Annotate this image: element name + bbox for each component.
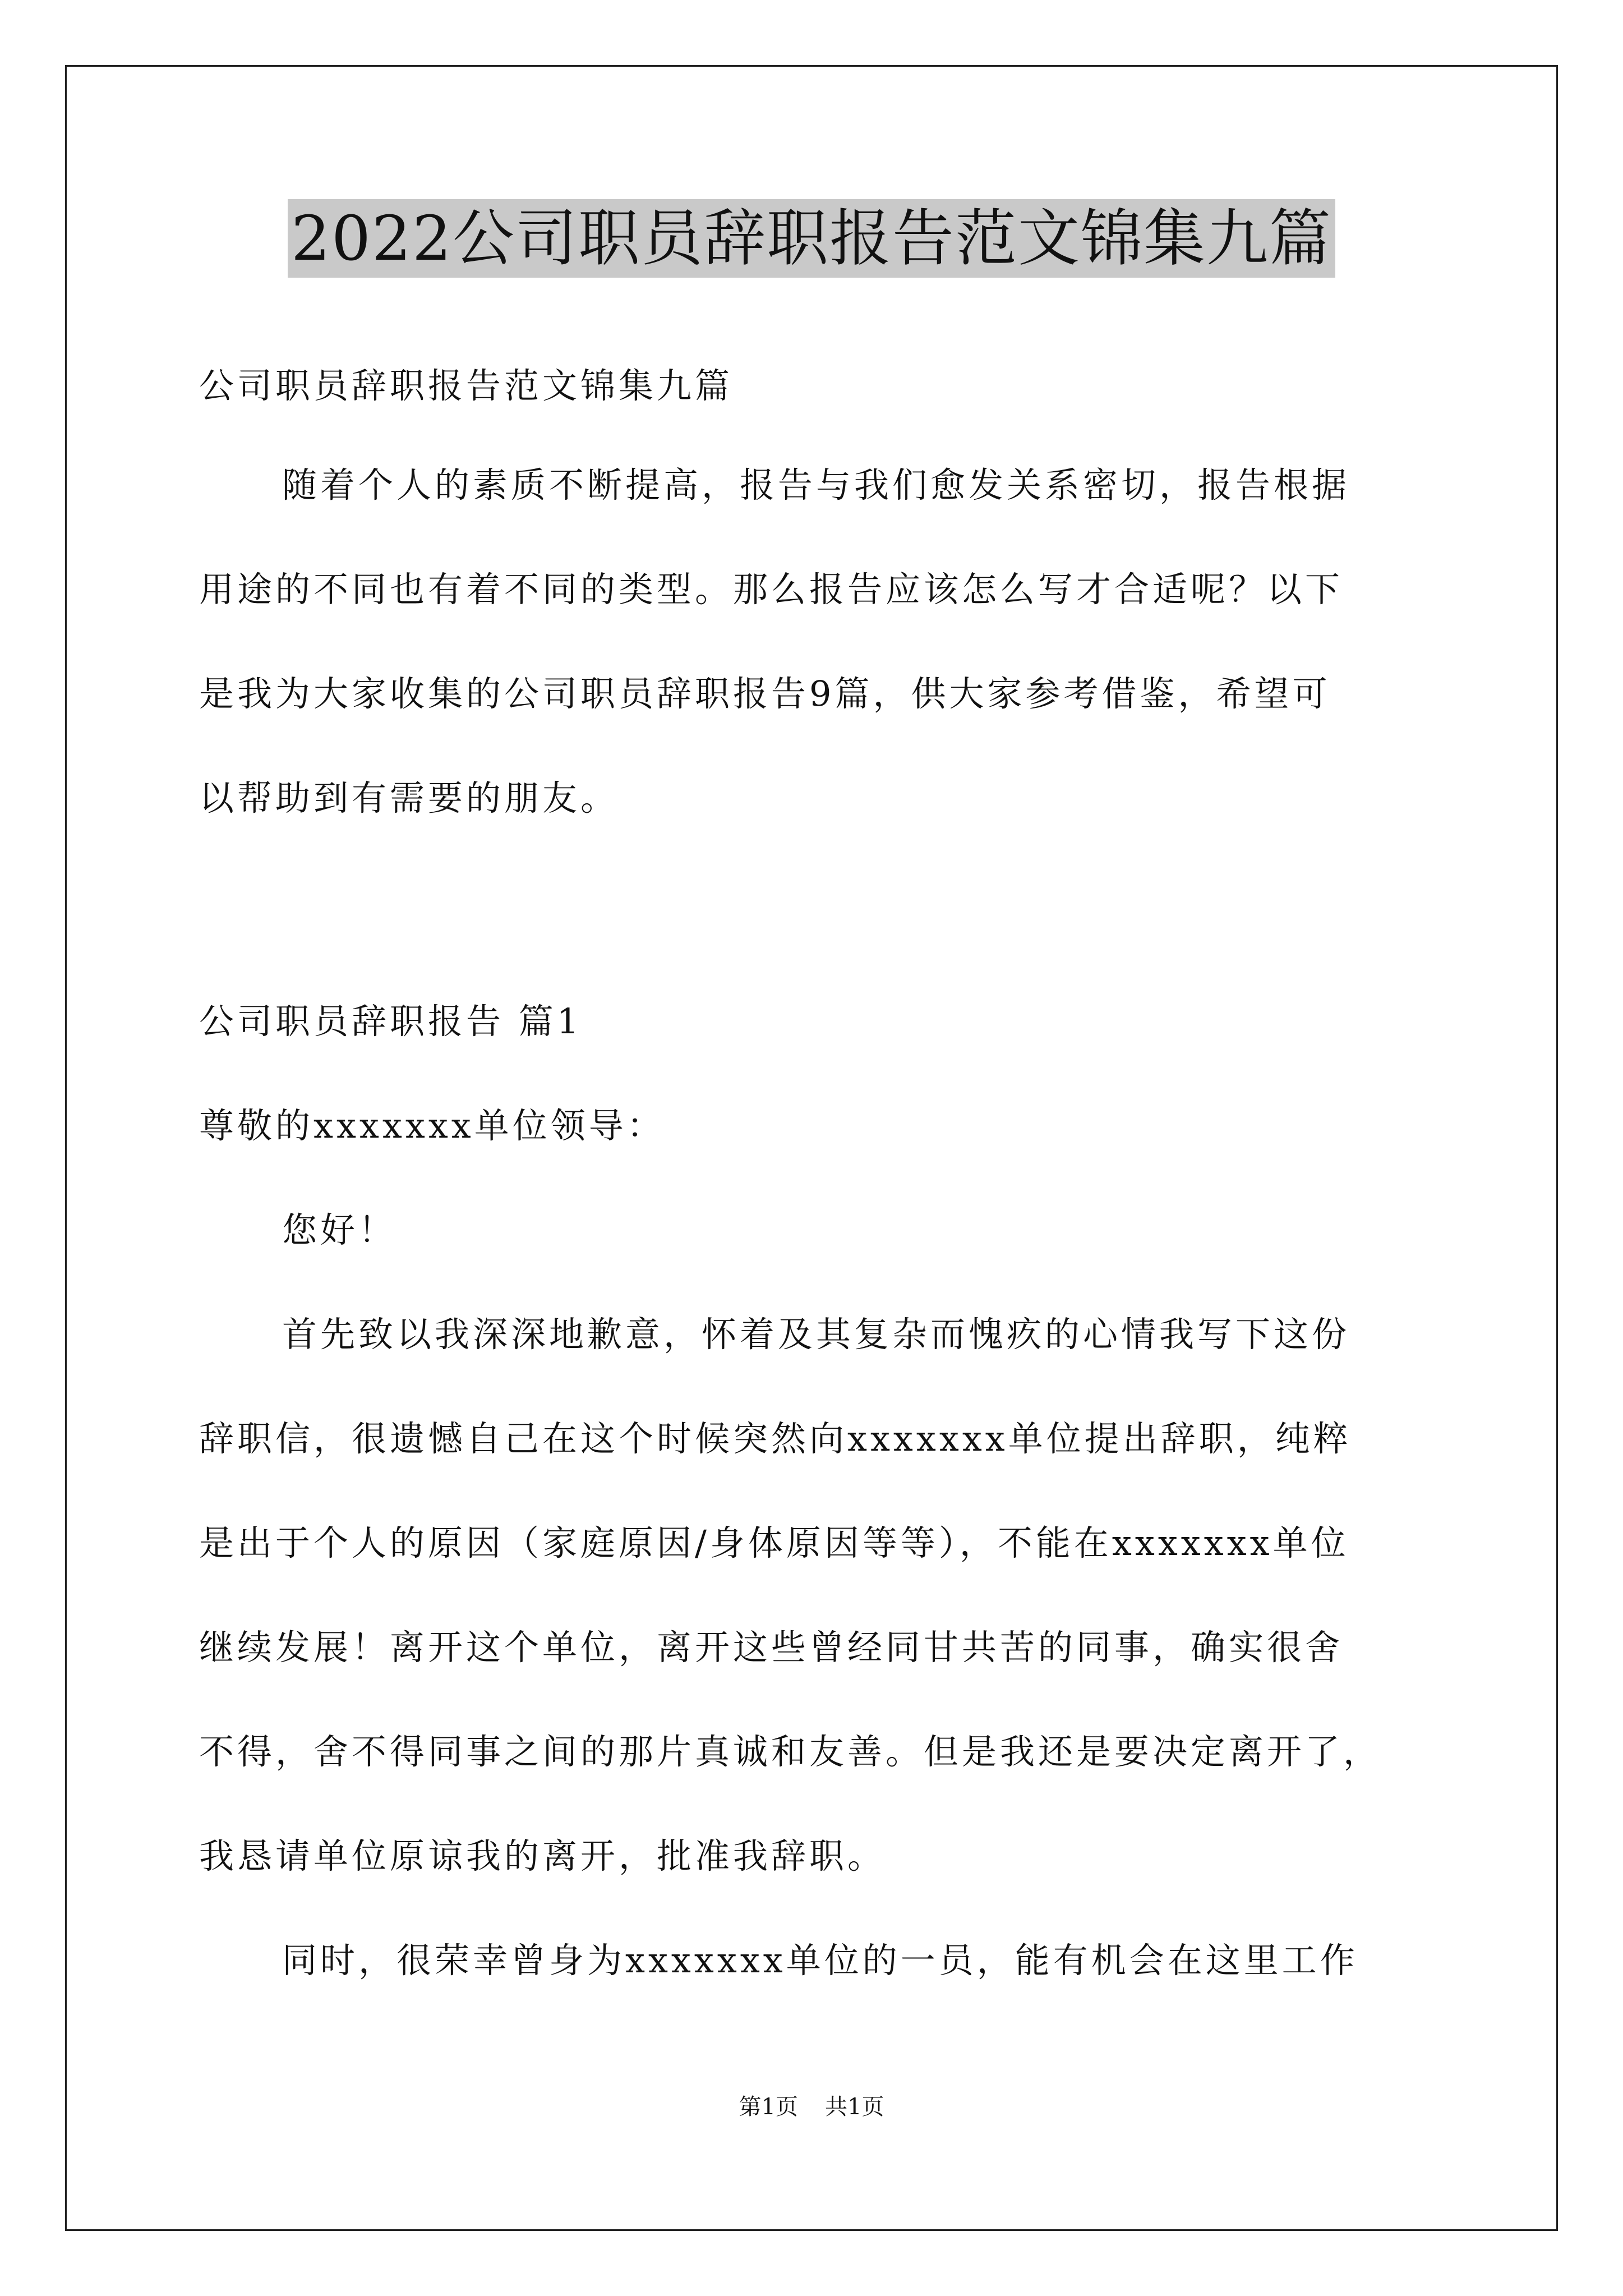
page-number: 第1页 (739, 2094, 798, 2120)
body-line-5: 不得，舍不得同事之间的那片真诚和友善。但是我还是要决定离开了， (199, 1731, 1382, 1772)
body-line-6: 我恳请单位原谅我的离开，批准我辞职。 (199, 1835, 886, 1876)
body-line-1: 首先致以我深深地歉意，怀着及其复杂而愧疚的心情我写下这份 (282, 1314, 1350, 1355)
salutation: 尊敬的xxxxxxx单位领导： (199, 1105, 665, 1146)
intro-line-4: 以帮助到有需要的朋友。 (199, 777, 619, 818)
intro-line-3: 是我为大家收集的公司职员辞职报告9篇，供大家参考借鉴，希望可 (199, 673, 1331, 714)
greeting: 您好！ (282, 1209, 397, 1250)
document-title: 2022公司职员辞职报告范文锦集九篇 (288, 199, 1335, 278)
title-container (0, 199, 1623, 278)
body-line-2: 辞职信，很遗憾自己在这个时候突然向xxxxxxx单位提出辞职，纯粹 (199, 1418, 1352, 1459)
section-heading: 公司职员辞职报告 篇1 (199, 1001, 583, 1042)
page-total: 共1页 (825, 2094, 884, 2120)
intro-line-1: 随着个人的素质不断提高，报告与我们愈发关系密切，报告根据 (282, 464, 1350, 505)
intro-line-2: 用途的不同也有着不同的类型。那么报告应该怎么写才合适呢？以下 (199, 569, 1344, 610)
document-subtitle: 公司职员辞职报告范文锦集九篇 (199, 365, 734, 406)
body-line-3: 是出于个人的原因（家庭原因/身体原因等等），不能在xxxxxxx单位 (199, 1522, 1349, 1563)
page-footer (0, 2091, 1623, 2123)
body-line-4: 继续发展！离开这个单位，离开这些曾经同甘共苦的同事，确实很舍 (199, 1627, 1344, 1668)
body-line-7: 同时，很荣幸曾身为xxxxxxx单位的一员，能有机会在这里工作 (282, 1940, 1358, 1981)
